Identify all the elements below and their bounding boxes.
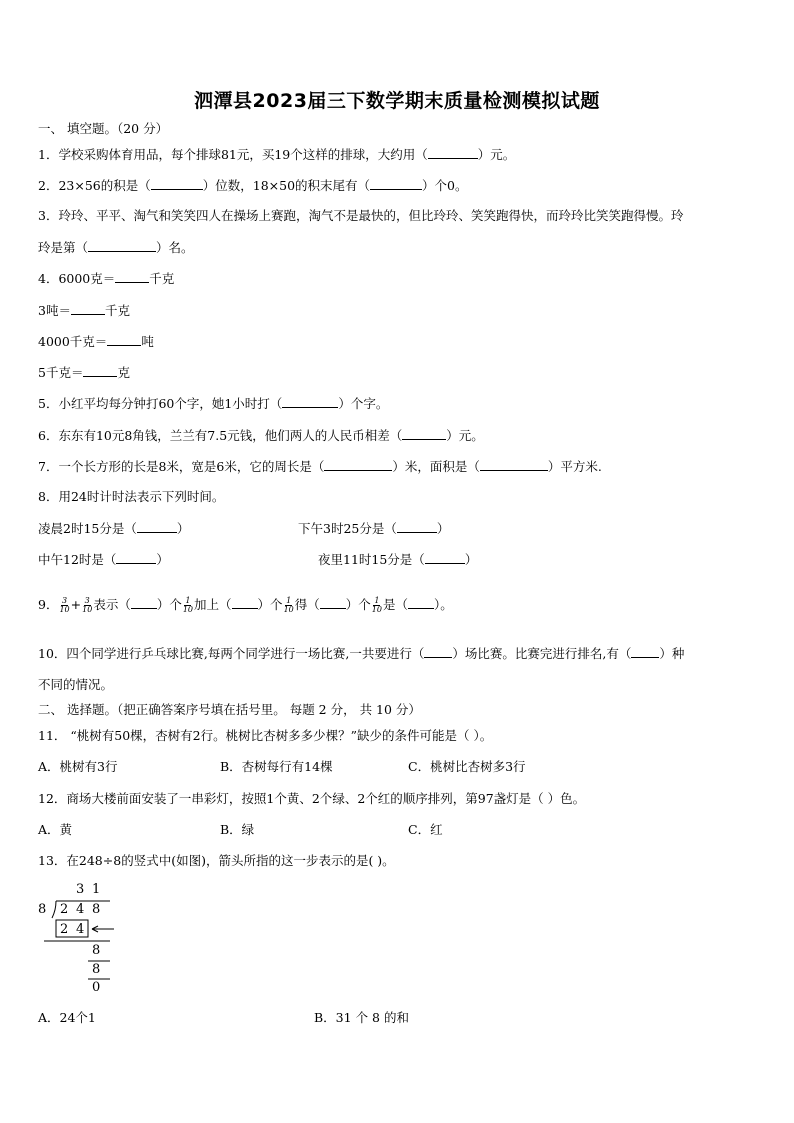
q9-f3-den: 10 xyxy=(182,605,194,614)
q10-blank-1[interactable] xyxy=(424,645,452,658)
q9-blank-2[interactable] xyxy=(232,596,258,609)
q13-option-a[interactable]: A．24个1 xyxy=(38,1010,96,1025)
q4a-pre: 4．6000克＝ xyxy=(38,271,116,286)
q8-t4-text: 夜里11时15分是（ xyxy=(318,552,425,567)
q10-blank-2[interactable] xyxy=(631,645,659,658)
question-4b xyxy=(38,302,130,319)
q4d-post: 克 xyxy=(117,365,130,380)
q4b-pre: 3吨＝ xyxy=(38,303,71,318)
q9-s2: ）个 xyxy=(156,597,182,612)
question-4a xyxy=(38,270,174,287)
q7-text-b: ）米，面积是（ xyxy=(392,459,480,474)
question-6 xyxy=(38,427,484,444)
question-4c xyxy=(38,333,154,350)
q9-s1: 表示（ xyxy=(93,597,131,612)
question-7 xyxy=(38,458,602,475)
q9-s4: ）个 xyxy=(257,597,283,612)
q12-option-b[interactable]: B．绿 xyxy=(220,822,255,837)
q8-t4-blank[interactable] xyxy=(425,551,465,564)
long-division-figure xyxy=(38,880,128,1000)
q13-option-b[interactable]: B．31 个 8 的和 xyxy=(314,1010,409,1025)
q9-f2-num: 3 xyxy=(84,596,90,605)
q8-item-4 xyxy=(318,551,477,568)
section2-heading: 二、 选择题。（把正确答案序号填在括号里。 每题 2 分， 共 10 分） xyxy=(38,702,421,717)
q9-f1-num: 3 xyxy=(62,596,68,605)
q11-option-b[interactable]: B．杏树每行有14棵 xyxy=(220,759,333,774)
q7-blank-2[interactable] xyxy=(480,458,548,471)
q9-f5-num: 1 xyxy=(374,596,380,605)
dividend-digit-1: 2 xyxy=(60,902,69,917)
q8-t1-text: 凌晨2时15分是（ xyxy=(38,521,137,536)
q5-blank[interactable] xyxy=(282,395,338,408)
q11-option-c[interactable]: C．桃树比杏树多3行 xyxy=(408,759,526,774)
q5-text-a: 5．小红平均每分钟打60个字，她1小时打（ xyxy=(38,396,283,411)
dividend-digit-2: 4 xyxy=(76,902,85,917)
q7-text-a: 7．一个长方形的长是8米，宽是6米，它的周长是（ xyxy=(38,459,325,474)
q4d-blank[interactable] xyxy=(83,364,117,377)
q4b-blank[interactable] xyxy=(71,302,105,315)
question-10-line-1 xyxy=(38,645,684,662)
question-5 xyxy=(38,395,388,412)
question-11: 11． “桃树有50棵，杏树有2行。桃树比杏树多多少棵？”缺少的条件可能是（ ）。 xyxy=(38,728,493,743)
q8-t3-close: ） xyxy=(156,552,169,567)
q12-option-a[interactable]: A．黄 xyxy=(38,822,73,837)
section1-heading: 一、 填空题。（20 分） xyxy=(38,121,169,136)
q9-s6: ）个 xyxy=(345,597,371,612)
question-2 xyxy=(38,177,468,194)
page-title: 泗潭县2023届三下数学期末质量检测模拟试题 xyxy=(194,90,600,112)
q4c-pre: 4000千克＝ xyxy=(38,334,108,349)
q8-t2-close: ） xyxy=(436,521,450,536)
question-9 xyxy=(38,595,453,615)
q5-text-b: ）个字。 xyxy=(338,396,389,411)
q8-t2-text: 下午3时25分是（ xyxy=(298,521,397,536)
q9-blank-1[interactable] xyxy=(131,596,157,609)
q9-f3-num: 1 xyxy=(185,596,191,605)
q8-item-1 xyxy=(38,520,189,537)
question-3-line-2 xyxy=(38,239,194,256)
q7-blank-1[interactable] xyxy=(324,458,392,471)
q10-text-a: 10．四个同学进行乒乓球比赛,每两个同学进行一场比赛,一共要进行（ xyxy=(38,646,425,661)
q9-s3: 加上（ xyxy=(194,597,232,612)
question-4d xyxy=(38,364,130,381)
dividend-digit-3: 8 xyxy=(92,902,101,917)
q9-f4-den: 10 xyxy=(283,605,294,614)
q2-text-b: ）位数，18×50的积末尾有（ xyxy=(202,178,371,193)
q9-s5: 得（ xyxy=(294,597,320,612)
step2-digit: 8 xyxy=(92,962,101,977)
step1-digit-1: 2 xyxy=(60,922,69,937)
q9-s7: 是（ xyxy=(382,597,408,612)
q10-text-c: ）种 xyxy=(659,646,685,661)
q7-text-c: ）平方米. xyxy=(547,459,602,474)
q6-text-b: ）元。 xyxy=(446,428,484,443)
q9-f1-den: 10 xyxy=(59,605,70,614)
q1-blank[interactable] xyxy=(428,146,478,159)
question-1 xyxy=(38,146,515,163)
q1-text: 1．学校采购体育用品，每个排球81元，买19个这样的排球，大约用（ xyxy=(38,147,428,162)
q8-t1-blank[interactable] xyxy=(137,520,177,533)
q2-blank-2[interactable] xyxy=(370,177,422,190)
q10-text-b: ）场比赛。比赛完进行排名,有（ xyxy=(452,646,632,661)
q11-option-a[interactable]: A．桃树有3行 xyxy=(38,759,118,774)
q8-t3-blank[interactable] xyxy=(116,551,156,564)
q2-text-c: ）个0。 xyxy=(422,178,468,193)
q9-blank-4[interactable] xyxy=(408,596,434,609)
q8-t3-text: 中午12时是（ xyxy=(38,552,117,567)
q4b-post: 千克 xyxy=(104,303,130,318)
divisor: 8 xyxy=(38,902,47,917)
q8-t2-blank[interactable] xyxy=(397,520,437,533)
q4c-post: 吨 xyxy=(141,334,154,349)
question-13: 13．在248÷8的竖式中(如图)，箭头所指的这一步表示的是( )。 xyxy=(38,853,395,868)
q3-text-b: ）名。 xyxy=(156,240,194,255)
q9-fraction-4 xyxy=(284,597,294,614)
q8-t4-close: ） xyxy=(464,552,478,567)
q3-blank[interactable] xyxy=(88,239,156,252)
q9-prefix: 9． xyxy=(38,597,59,612)
remainder-digit: 0 xyxy=(92,980,101,995)
q9-f4-num: 1 xyxy=(286,596,292,605)
q1-tail: ）元。 xyxy=(477,147,516,162)
question-10-line-2: 不同的情况。 xyxy=(38,677,114,692)
q4d-pre: 5千克＝ xyxy=(38,365,84,380)
q8-item-2 xyxy=(298,520,449,537)
q3-text-a: 玲是第（ xyxy=(38,240,89,255)
q9-fraction-2 xyxy=(82,597,92,614)
q4c-blank[interactable] xyxy=(107,333,141,346)
q9-f5-den: 10 xyxy=(371,605,382,614)
q6-text-a: 6．东东有10元8角钱，兰兰有7.5元钱，他们两人的人民币相差（ xyxy=(38,428,403,443)
q4a-post: 千克 xyxy=(149,271,175,286)
q12-option-c[interactable]: C．红 xyxy=(408,822,443,837)
question-8-heading: 8．用24时计时法表示下列时间。 xyxy=(38,489,225,504)
quotient-digit-1: 3 xyxy=(76,882,85,897)
q8-item-3 xyxy=(38,551,169,568)
division-lines xyxy=(38,880,128,1000)
bring-down-digit: 8 xyxy=(92,943,101,958)
q8-t1-close: ） xyxy=(176,521,190,536)
q9-fraction-3 xyxy=(183,597,193,614)
q9-fraction-1 xyxy=(59,597,69,614)
quotient-digit-2: 1 xyxy=(92,882,101,897)
q9-fraction-5 xyxy=(372,597,382,614)
question-12: 12．商场大楼前面安装了一串彩灯，按照1个黄、2个绿、2个红的顺序排列，第97盏灯是（ ）色。 xyxy=(38,791,586,806)
question-3-line-1: 3．玲玲、平平、淘气和笑笑四人在操场上赛跑，淘气不是最快的，但比玲玲、笑笑跑得快，而玲玲比笑笑跑得慢。玲 xyxy=(38,208,684,223)
q9-plus: + xyxy=(70,597,82,612)
q9-blank-3[interactable] xyxy=(320,596,346,609)
q6-blank[interactable] xyxy=(402,427,446,440)
q9-s8: ）。 xyxy=(433,597,453,612)
q9-f2-den: 10 xyxy=(82,605,93,614)
q4a-blank[interactable] xyxy=(115,270,149,283)
q2-text-a: 2．23×56的积是（ xyxy=(38,178,151,193)
q2-blank-1[interactable] xyxy=(151,177,203,190)
step1-digit-2: 4 xyxy=(76,922,85,937)
